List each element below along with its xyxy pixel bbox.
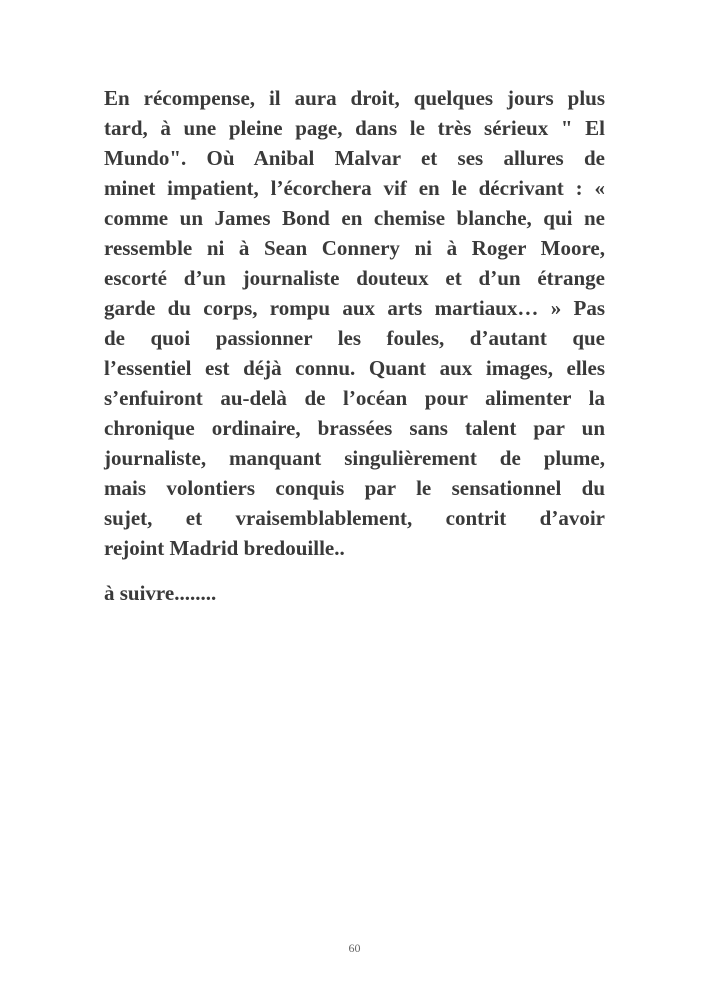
page-number: 60: [348, 941, 361, 955]
closing-text: à suivre........: [104, 581, 217, 605]
paragraph-line: En récompense, il aura droit, quelques jours plus: [104, 86, 605, 110]
paragraph-line: chronique ordinaire, brassées sans talent par un: [104, 416, 605, 440]
paragraph-line: l’essentiel est déjà connu. Quant aux images, elles: [104, 356, 605, 380]
paragraph-line: comme un James Bond en chemise blanche, qui ne: [104, 206, 605, 230]
paragraph-line: s’enfuiront au-delà de l’océan pour alimenter la: [104, 386, 605, 410]
paragraph-line: garde du corps, rompu aux arts martiaux… » Pas: [104, 296, 605, 320]
main-paragraph: [104, 83, 605, 563]
body-text: [104, 83, 605, 608]
paragraph-spacer: [104, 563, 605, 578]
paragraph-line: journaliste, manquant singulièrement de plume,: [104, 446, 605, 470]
paragraph-line: tard, à une pleine page, dans le très sérieux " El: [104, 116, 605, 140]
paragraph-line: de quoi passionner les foules, d’autant que: [104, 326, 605, 350]
paragraph-line: Mundo". Où Anibal Malvar et ses allures de: [104, 146, 605, 170]
paragraph-line: ressemble ni à Sean Connery ni à Roger Moore,: [104, 236, 605, 260]
paragraph-line: sujet, et vraisemblablement, contrit d’avoir: [104, 506, 605, 530]
paragraph-line: mais volontiers conquis par le sensationnel du: [104, 476, 605, 500]
paragraph-line: minet impatient, l’écorchera vif en le décrivant : «: [104, 176, 605, 200]
paragraph-line: escorté d’un journaliste douteux et d’un étrange: [104, 266, 605, 290]
paragraph-line: rejoint Madrid bredouille..: [104, 536, 345, 560]
